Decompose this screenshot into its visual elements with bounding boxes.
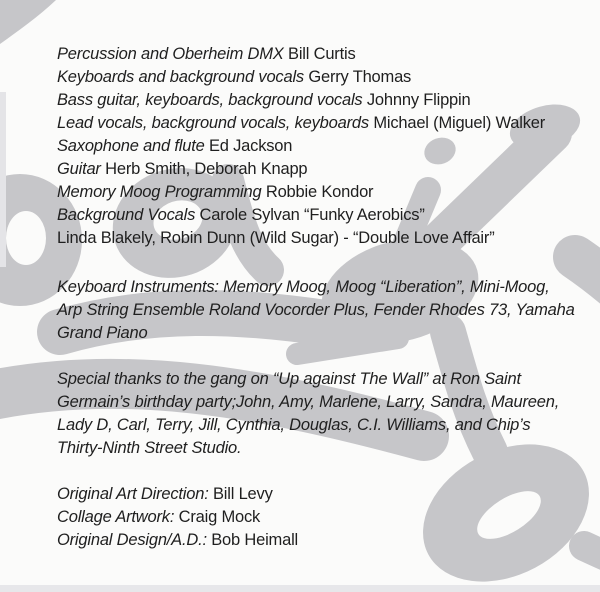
credit-name: Gerry Thomas — [308, 68, 412, 86]
credit-name: Craig Mock — [178, 508, 261, 526]
paragraph-line: Lady D, Carl, Terry, Jill, Cynthia, Douglas, C.I. Williams, and Chip’s — [57, 416, 531, 434]
credit-line — [57, 66, 587, 89]
credit-name: Herb Smith, Deborah Knapp — [105, 160, 308, 178]
credits-text — [57, 0, 587, 552]
credit-line — [57, 158, 587, 181]
paragraph-line: Grand Piano — [57, 324, 148, 342]
credit-line — [57, 483, 587, 506]
paragraph-line: Keyboard Instruments: Memory Moog, Moog “Liberation”, Mini-Moog, — [57, 278, 550, 296]
production-credits — [57, 483, 587, 552]
credit-name: Robbie Kondor — [265, 183, 374, 201]
watermark-topleft-stroke — [0, 0, 56, 44]
credit-line — [57, 112, 587, 135]
credit-name: Johnny Flippin — [366, 91, 471, 109]
credit-role: Original Art Direction: — [57, 485, 209, 503]
personnel-credits — [57, 43, 587, 250]
credit-name: Ed Jackson — [208, 137, 293, 155]
paragraph-line: Arp String Ensemble Roland Vocorder Plus, Fender Rhodes 73, Yamaha — [57, 301, 575, 319]
credit-role: Original Design/A.D.: — [57, 531, 207, 549]
credit-role: Percussion and Oberheim DMX — [57, 45, 284, 63]
credit-line — [57, 506, 587, 529]
credit-role: Lead vocals, background vocals, keyboards — [57, 114, 369, 132]
credit-role: Collage Artwork: — [57, 508, 175, 526]
credit-role: Guitar — [57, 160, 101, 178]
credit-name: Bill Levy — [212, 485, 273, 503]
paragraph-line: Special thanks to the gang on “Up against The Wall” at Ron Saint — [57, 370, 521, 388]
credit-name: Linda Blakely, Robin Dunn (Wild Sugar) - “Double Love Affair” — [57, 229, 495, 247]
credit-name: Bill Curtis — [288, 45, 356, 63]
credit-role: Bass guitar, keyboards, background vocals — [57, 91, 363, 109]
credit-line — [57, 43, 587, 66]
credit-line — [57, 135, 587, 158]
credit-name: Bob Heimall — [211, 531, 299, 549]
credit-line — [57, 529, 587, 552]
keyboard-instruments-paragraph — [57, 276, 587, 345]
special-thanks-paragraph — [57, 368, 587, 460]
credit-name: Carole Sylvan “Funky Aerobics” — [199, 206, 425, 224]
credit-line — [57, 204, 587, 227]
credit-line — [57, 181, 587, 204]
credit-line — [57, 89, 587, 112]
credit-role: Saxophone and flute — [57, 137, 205, 155]
credit-role: Background Vocals — [57, 206, 196, 224]
credit-role: Memory Moog Programming — [57, 183, 262, 201]
paragraph-line: Thirty-Ninth Street Studio. — [57, 439, 242, 457]
paragraph-line: Germain’s birthday party;John, Amy, Marlene, Larry, Sandra, Maureen, — [57, 393, 560, 411]
credit-role: Keyboards and background vocals — [57, 68, 304, 86]
credit-name: Michael (Miguel) Walker — [373, 114, 546, 132]
credit-line — [57, 227, 587, 250]
